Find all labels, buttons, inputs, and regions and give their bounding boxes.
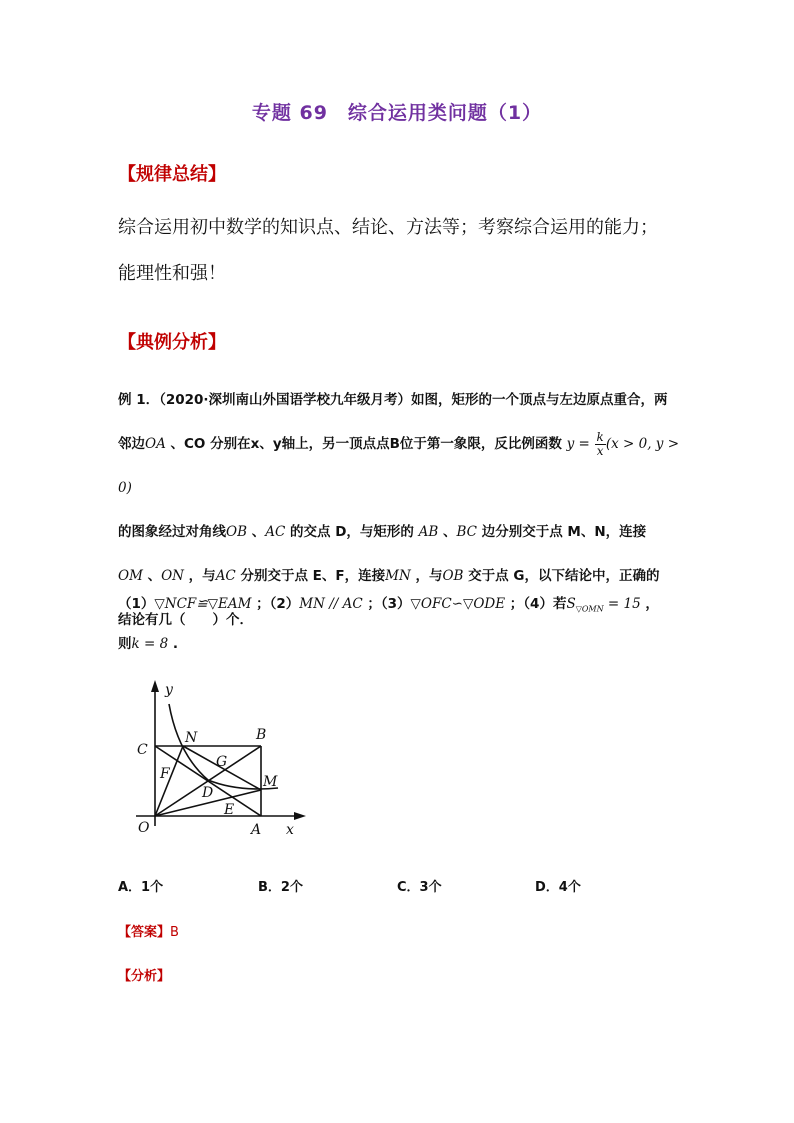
math-condition: (x > 0, y > 0) — [118, 436, 680, 496]
math-s: S — [566, 596, 576, 612]
frac-num: k — [596, 429, 604, 444]
text: ，与 — [410, 568, 443, 584]
math-statement-1: ▽NCF≌▽EAM — [154, 596, 252, 612]
problem-line-3 — [118, 510, 688, 554]
problem-line-2 — [118, 422, 688, 510]
math-y: y = — [566, 436, 590, 452]
text: 的交点 D，与矩形的 — [285, 524, 419, 540]
x-axis-arrow — [294, 812, 306, 820]
label-e: E — [224, 802, 235, 818]
example-heading: 【典例分析】 — [118, 332, 226, 353]
frac-den: x — [596, 443, 604, 458]
text: ，与 — [183, 568, 216, 584]
label-o: O — [138, 820, 150, 836]
text: 则 — [118, 635, 132, 652]
math-ac: AC — [265, 524, 286, 540]
text: 、 — [247, 524, 266, 540]
text: ；（2） — [251, 596, 300, 612]
label-g: G — [216, 754, 228, 770]
text: ；（3） — [362, 596, 411, 612]
geometry-figure — [118, 676, 318, 846]
text: 分别交于点 E、F，连接 — [235, 568, 386, 584]
rules-heading: 【规律总结】 — [118, 164, 226, 185]
math-k: k = 8 — [131, 635, 169, 652]
math-subscript: ▽OMN — [575, 604, 604, 614]
math-oa: OA — [145, 436, 166, 452]
math-statement-3: ▽OFC∽▽ODE — [410, 596, 506, 612]
answer-line — [118, 921, 179, 940]
text: 邻边 — [118, 436, 145, 452]
problem-line-1: 例 1．（2020·深圳南山外国语学校九年级月考）如图，矩形的一个顶点与左边原点重合，两 — [118, 392, 668, 408]
math-on: ON — [161, 568, 184, 584]
label-f: F — [160, 766, 170, 782]
math-om: OM — [118, 568, 143, 584]
text: ；（4）若 — [505, 596, 567, 612]
text: 、 — [438, 524, 457, 540]
math-ab: AB — [418, 524, 439, 540]
text: （1） — [118, 596, 155, 612]
rules-summary — [118, 205, 718, 297]
option-b[interactable]: B．2个 — [258, 880, 303, 895]
label-m: M — [263, 774, 278, 790]
label-b: B — [256, 727, 267, 743]
label-y: y — [165, 682, 173, 698]
answer-value: B — [170, 925, 179, 940]
rules-line-1: 综合运用初中数学的知识点、结论、方法等；考察综合运用的能力； — [118, 217, 658, 238]
problem-line-5: 结论有几（ ）个． — [118, 612, 253, 628]
label-c: C — [137, 742, 148, 758]
option-d[interactable]: D．4个 — [535, 880, 581, 895]
page-title: 专题 69 综合运用类问题（1） — [251, 102, 543, 124]
analysis-label: 【分析】 — [118, 969, 171, 984]
statements-line-1 — [118, 587, 698, 627]
text: ， — [640, 596, 659, 612]
text: 、 — [142, 568, 162, 584]
text: 边分别交于点 M、N，连接 — [477, 524, 647, 540]
fraction-k-over-x — [595, 431, 606, 458]
math-statement-2: MN // AC — [299, 596, 363, 612]
statements — [118, 587, 698, 661]
text: 、CO 分别在x、y轴上，另一顶点点B位于第一象限，反比例函数 — [165, 436, 567, 452]
math-mn: MN — [385, 568, 411, 584]
label-n: N — [185, 730, 198, 746]
answer-label: 【答案】 — [118, 925, 171, 940]
y-axis-arrow — [151, 680, 159, 692]
math-ac: AC — [215, 568, 236, 584]
math-bc: BC — [456, 524, 477, 540]
answer-options — [118, 876, 678, 896]
statements-line-2 — [118, 627, 698, 661]
math-ob: OB — [442, 568, 464, 584]
option-c[interactable]: C．3个 — [397, 880, 442, 895]
text: 的图象经过对角线 — [118, 524, 226, 540]
math-eq: = 15 — [603, 596, 641, 612]
text: 交于点 G，以下结论中，正确的 — [463, 568, 660, 584]
option-a[interactable]: A．1个 — [118, 880, 164, 895]
text: . — [168, 635, 179, 652]
rules-line-2: 能理性和强！ — [118, 263, 226, 284]
math-ob: OB — [226, 524, 247, 540]
label-a: A — [251, 822, 262, 838]
label-d: D — [202, 785, 214, 801]
label-x: x — [286, 822, 294, 838]
